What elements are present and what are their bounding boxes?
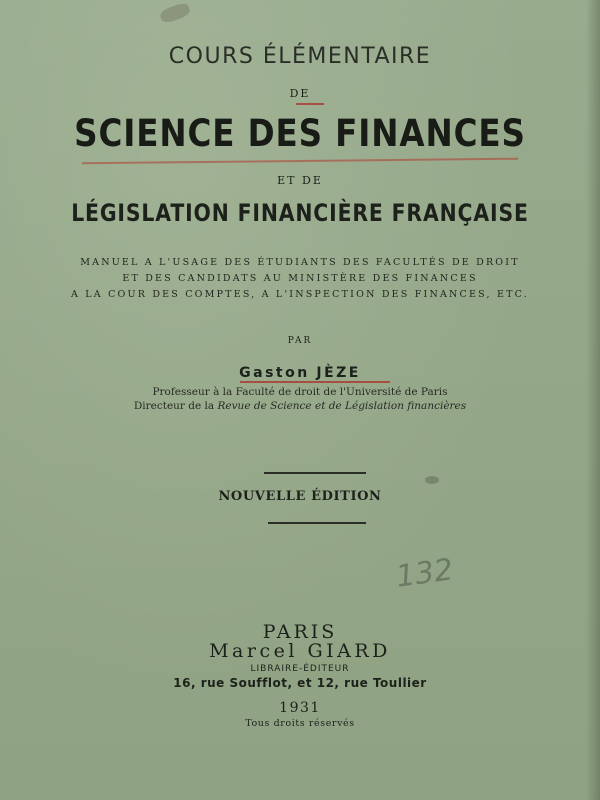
stain-mark bbox=[159, 1, 192, 24]
rights-notice: Tous droits réservés bbox=[245, 718, 355, 729]
publisher-name: Marcel GIARD bbox=[209, 640, 391, 662]
journal-title: Revue de Science et de Législation financières bbox=[217, 400, 467, 412]
description-line: ET DES CANDIDATS AU MINISTÈRE DES FINANCES bbox=[122, 273, 478, 284]
connector-de: DE bbox=[289, 87, 311, 100]
pencil-underline bbox=[82, 158, 518, 164]
affiliation-prefix: Directeur de la bbox=[133, 400, 218, 412]
par-label: PAR bbox=[287, 336, 313, 346]
divider bbox=[268, 522, 366, 524]
main-title: SCIENCE DES FINANCES bbox=[74, 112, 526, 155]
description-line: MANUEL A L'USAGE DES ÉTUDIANTS DES FACULTÉS DE DROIT bbox=[80, 257, 520, 268]
series-title: COURS ÉLÉMENTAIRE bbox=[168, 44, 432, 69]
pencil-underline bbox=[240, 381, 390, 383]
description-line: A LA COUR DES COMPTES, A L'INSPECTION DES FINANCES, ETC. bbox=[71, 289, 529, 300]
divider bbox=[264, 472, 366, 474]
edition-label: NOUVELLE ÉDITION bbox=[218, 489, 382, 504]
author-first-name: Gaston bbox=[239, 365, 310, 381]
author-affiliation bbox=[0, 400, 600, 412]
imprint-city: PARIS bbox=[262, 621, 338, 643]
connector-et-de: ET DE bbox=[277, 174, 323, 187]
author-affiliation: Professeur à la Faculté de droit de l'Université de Paris bbox=[152, 386, 448, 398]
author-last-name: JÈZE bbox=[316, 365, 361, 381]
publisher-role: LIBRAIRE-ÉDITEUR bbox=[250, 664, 350, 674]
ink-smudge bbox=[425, 476, 439, 484]
author-name bbox=[0, 365, 600, 381]
subtitle: LÉGISLATION FINANCIÈRE FRANÇAISE bbox=[71, 199, 529, 227]
publisher-address: 16, rue Soufflot, et 12, rue Toullier bbox=[173, 676, 427, 690]
pencil-underline bbox=[296, 103, 324, 105]
handwritten-number: 132 bbox=[393, 552, 456, 595]
publication-year: 1931 bbox=[279, 700, 321, 716]
